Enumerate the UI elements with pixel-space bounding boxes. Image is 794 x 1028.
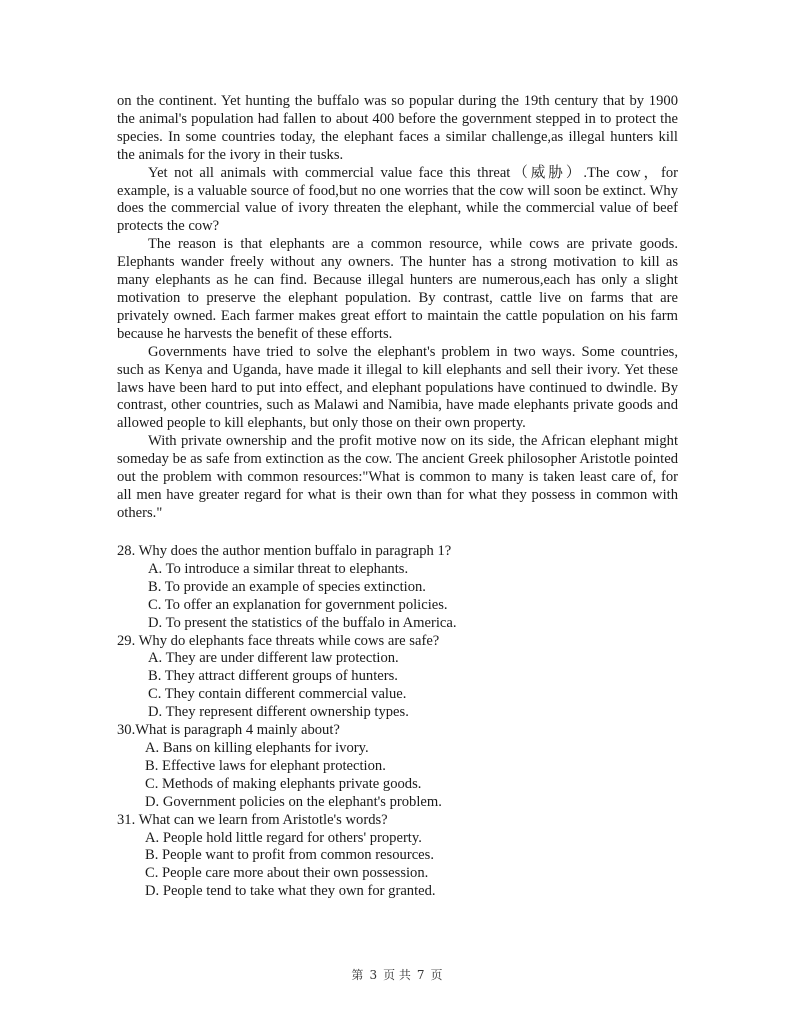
footer-page-number: 3 (369, 968, 378, 982)
option-a: A. People hold little regard for others' property. (145, 829, 422, 846)
option-c: C. They contain different commercial value. (148, 686, 407, 703)
footer-suffix: 页 (430, 968, 443, 982)
option-a: A. Bans on killing elephants for ivory. (145, 739, 369, 756)
question-stem: 31. What can we learn from Aristotle's words? (117, 811, 388, 828)
passage-paragraph-5: With private ownership and the profit motive now on its side, the African elephant might someday be as safe from extinction as the cow. The ancient Greek philosopher Aristotle pointed out the problem with common resources:"What is common to many is taken least care of, for all men have greater regard for what is their own than for what they possess in common with others." (117, 433, 678, 521)
option-d: D. To present the statistics of the buffalo in America. (148, 614, 457, 631)
option-b: B. Effective laws for elephant protection. (145, 757, 386, 774)
question-31 (117, 812, 678, 902)
question-stem: 28. Why does the author mention buffalo in paragraph 1? (117, 543, 452, 559)
option-d: D. Government policies on the elephant's problem. (145, 793, 442, 810)
passage-paragraph-1: on the continent. Yet hunting the buffalo was so popular during the 19th century that by 1900 the animal's population had fallen to about 400 before the government stepped in to protect the species. In some countries today, the elephant faces a similar challenge,as illegal hunters kill the animals for the ivory in their tusks. (117, 93, 678, 163)
passage-paragraph-2: Yet not all animals with commercial value face this threat（威胁）.The cow，for example, is a valuable source of food,but no one worries that the cow will soon be extinct. Why does the commercial value of ivory threaten the elephant, while the commercial value of beef protects the cow? (117, 164, 678, 235)
option-c: C. To offer an explanation for government policies. (148, 596, 448, 613)
passage-paragraph-4: Governments have tried to solve the elephant's problem in two ways. Some countries, such as Kenya and Uganda, have made it illegal to kill elephants and sell their ivory. Yet these laws have been hard to put into effect, and elephant populations have continued to dwindle. By contrast, other countries, such as Malawi and Namibia, have made elephants private goods and allowed people to kill elephants, but only those on their own property. (117, 343, 678, 432)
option-c: C. Methods of making elephants private goods. (145, 775, 422, 792)
page-footer (0, 966, 794, 983)
question-stem: 29. Why do elephants face threats while cows are safe? (117, 632, 440, 649)
option-d: D. They represent different ownership types. (148, 704, 409, 721)
footer-prefix: 第 (351, 968, 364, 982)
option-a: A. To introduce a similar threat to elephants. (148, 560, 409, 577)
question-stem: 30.What is paragraph 4 mainly about? (117, 722, 340, 739)
footer-mid: 页 共 (383, 968, 411, 982)
option-a: A. They are under different law protection. (148, 650, 399, 667)
footer-total-pages: 7 (416, 968, 425, 982)
option-b: B. People want to profit from common resources. (145, 847, 434, 864)
option-c: C. People care more about their own possession. (145, 865, 429, 882)
reading-passage (117, 93, 678, 523)
question-30 (117, 722, 678, 812)
option-d: D. People tend to take what they own for granted. (145, 883, 436, 900)
question-28 (117, 543, 678, 633)
option-b: B. They attract different groups of hunters. (148, 668, 398, 685)
passage-paragraph-3: The reason is that elephants are a common resource, while cows are private goods. Elephants wander freely without any owners. The hunter has a strong motivation to kill as many elephants as he can find. Because illegal hunters are numerous,each has only a slight motivation to preserve the elephant population. By contrast, cattle live on farms that are privately owned. Each farmer makes great effort to maintain the cattle population on his farm because he harvests the benefit of these efforts. (117, 236, 678, 342)
question-list (117, 543, 678, 901)
question-29 (117, 633, 678, 723)
option-b: B. To provide an example of species extinction. (148, 578, 426, 595)
